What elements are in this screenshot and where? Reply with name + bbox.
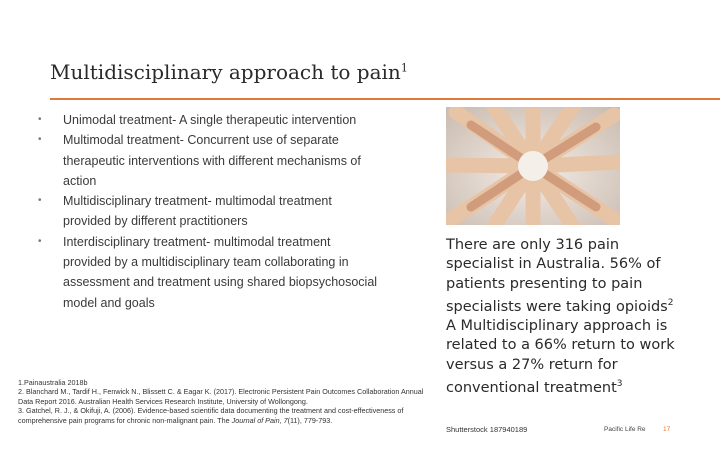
statistics-mid: A Multidisciplinary approach is related to a 66% return to work versus a 27% return for conventional treatment: [446, 318, 675, 396]
reference-3: [18, 406, 428, 425]
slide-title: [50, 60, 408, 84]
bullet-list: [38, 110, 378, 313]
title-reference-sup: 1: [400, 61, 408, 75]
statistics-sup-3: 3: [616, 378, 623, 389]
footer-brand: Pacific Life Re: [604, 426, 646, 433]
bullet-item: [38, 130, 378, 191]
bullet-item: [38, 232, 378, 313]
bullet-text: Multidisciplinary treatment- multimodal treatment provided by different practitioners: [63, 194, 332, 229]
bullet-icon: •: [38, 134, 42, 146]
reference-1: 1.Painaustralia 2018b: [18, 378, 88, 387]
statistics-sup-2: 2: [667, 297, 674, 308]
references: [18, 378, 428, 425]
reference-2: 2. Blanchard M., Tardif H., Fenwick N., Blissett C. & Eagar K. (2017). Electronic Persistent Pain Outcomes Collaboration Annual Data Report 2016. Australian Health Services Research Institute, University of Wollongong.: [18, 387, 424, 406]
image-credit: Shutterstock 187940189: [446, 425, 528, 434]
bullet-icon: •: [38, 235, 42, 247]
bullet-icon: •: [38, 114, 42, 125]
title-underline: [50, 98, 720, 100]
bullet-text: Interdisciplinary treatment- multimodal treatment provided by a multidisciplinary team collaborating in assessment and treatment using shared biopsychosocial model and goals: [63, 234, 378, 310]
page-number: 17: [663, 426, 671, 433]
bullet-text: Unimodal treatment- A single therapeutic intervention: [63, 113, 357, 127]
bullet-item: [38, 191, 378, 232]
statistics-main: There are only 316 pain specialist in Australia. 56% of patients presenting to pain specialists were taking opioids: [446, 237, 668, 315]
reference-3-text: 3. Gatchel, R. J., & Okifuji, A. (2006). Evidence-based scientific data documenting the treatment and cost-effectiveness of comprehensive pain programs for chronic non-malignant pain. The: [18, 406, 404, 425]
hands-circle-photo: [446, 107, 620, 225]
hands-circle-image: [446, 107, 620, 225]
reference-3-pages: (11), 779-793.: [287, 415, 333, 425]
bullet-text: Multimodal treatment- Concurrent use of separate therapeutic interventions with different mechanisms of action: [63, 133, 361, 188]
slide-title-text: Multidisciplinary approach to pain: [50, 60, 401, 84]
statistics-text: [446, 236, 686, 398]
bullet-icon: •: [38, 195, 42, 207]
bullet-item: [38, 110, 378, 130]
reference-3-journal: Journal of Pain, 7: [231, 415, 288, 425]
